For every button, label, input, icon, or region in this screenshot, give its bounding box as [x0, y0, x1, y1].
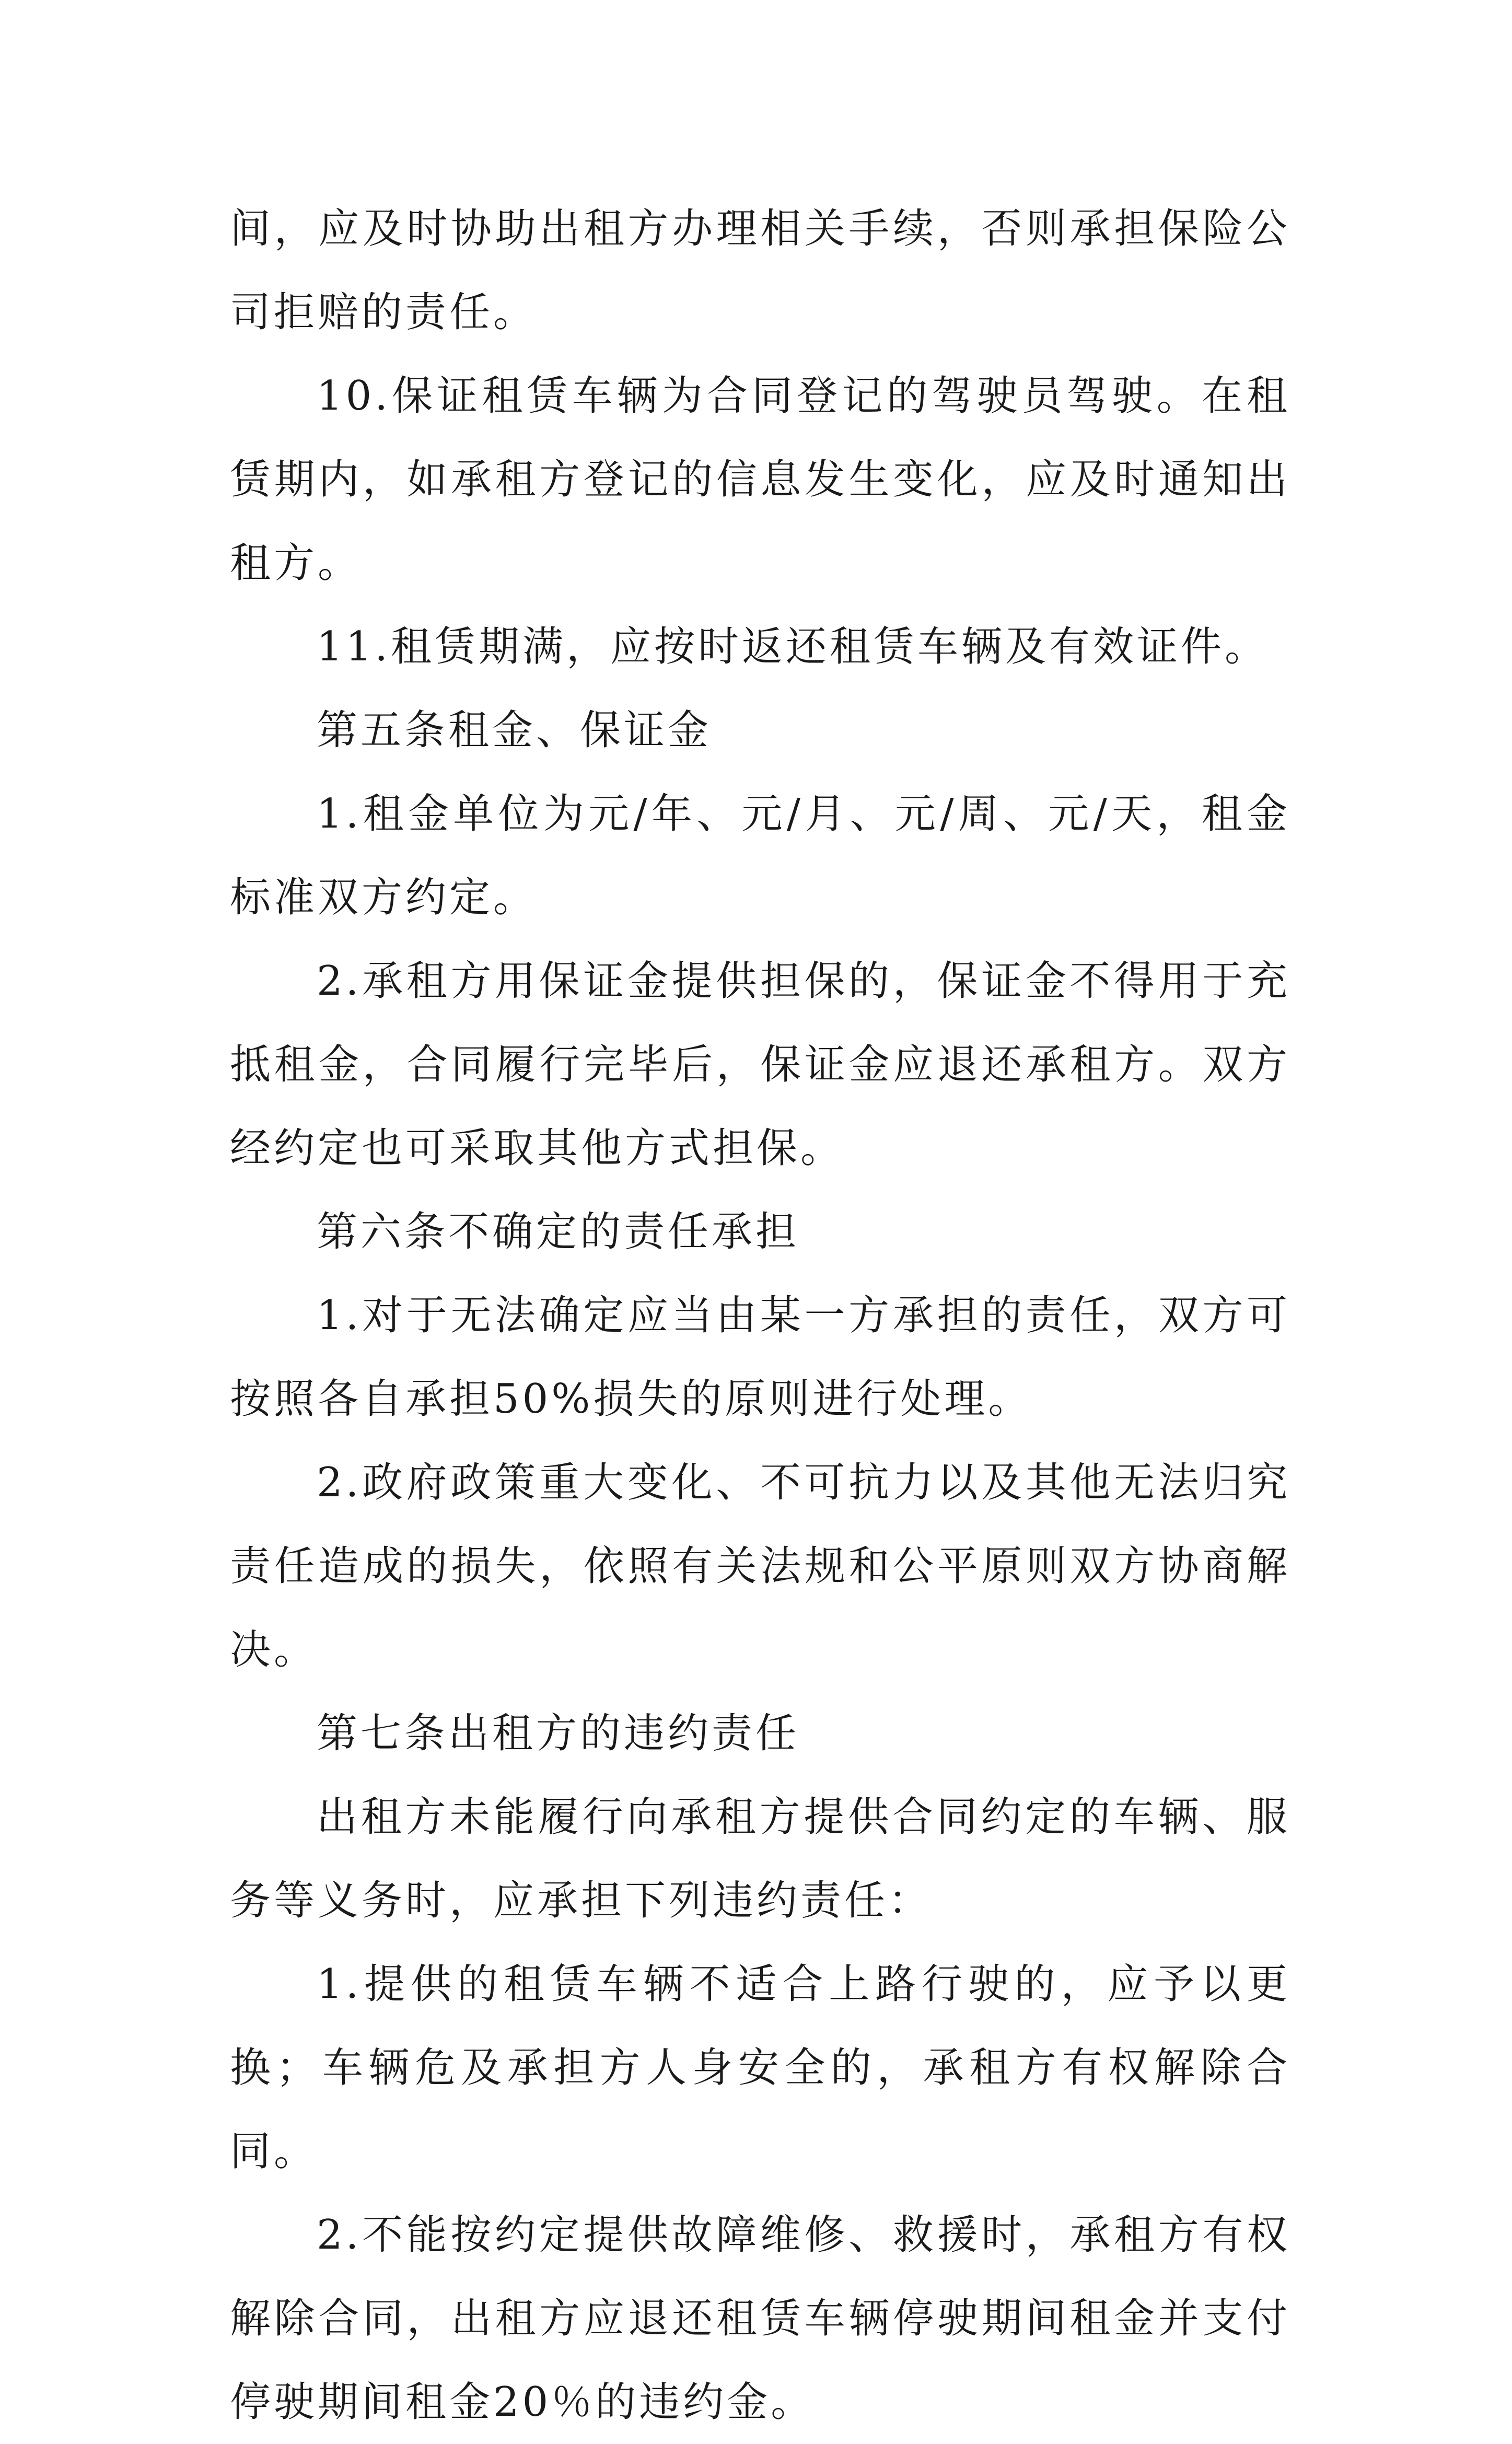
paragraph-clause-10: 10.保证租赁车辆为合同登记的驾驶员驾驶。在租赁期内，如承租方登记的信息发生变化，应及时通知出租方。	[230, 373, 1290, 587]
paragraph-article-7-item-2: 2.不能按约定提供故障维修、救援时，承租方有权解除合同，出租方应退还租赁车辆停驶期间租金并支付停驶期间租金20％的违约金。	[230, 2212, 1290, 2426]
paragraph-continuation: 间，应及时协助出租方办理相关手续，否则承担保险公司拒赔的责任。	[230, 205, 1290, 336]
paragraph-article-6-item-1: 1.对于无法确定应当由某一方承担的责任，双方可按照各自承担50%损失的原则进行处理。	[230, 1292, 1290, 1423]
paragraph-article-5-item-2: 2.承租方用保证金提供担保的，保证金不得用于充抵租金，合同履行完毕后，保证金应退还承租方。双方经约定也可采取其他方式担保。	[230, 958, 1290, 1172]
paragraph-article-5-item-1: 1.租金单位为元/年、元/月、元/周、元/天，租金标准双方约定。	[230, 790, 1290, 921]
section-heading-article-5: 第五条租金、保证金	[317, 707, 712, 754]
paragraph-clause-11: 11.租赁期满，应按时返还租赁车辆及有效证件。	[317, 623, 1269, 670]
paragraph-article-7-item-1: 1.提供的租赁车辆不适合上路行驶的，应予以更换；车辆危及承担方人身安全的，承租方有权解除合同。	[230, 1961, 1290, 2175]
section-heading-article-7: 第七条出租方的违约责任	[317, 1710, 800, 1757]
section-heading-article-6: 第六条不确定的责任承担	[317, 1208, 800, 1255]
paragraph-article-7-intro: 出租方未能履行向承租方提供合同约定的车辆、服务等义务时，应承担下列违约责任：	[230, 1794, 1290, 1924]
document-body	[230, 187, 1290, 2444]
paragraph-article-6-item-2: 2.政府政策重大变化、不可抗力以及其他无法归究责任造成的损失，依照有关法规和公平原则双方协商解决。	[230, 1459, 1290, 1673]
